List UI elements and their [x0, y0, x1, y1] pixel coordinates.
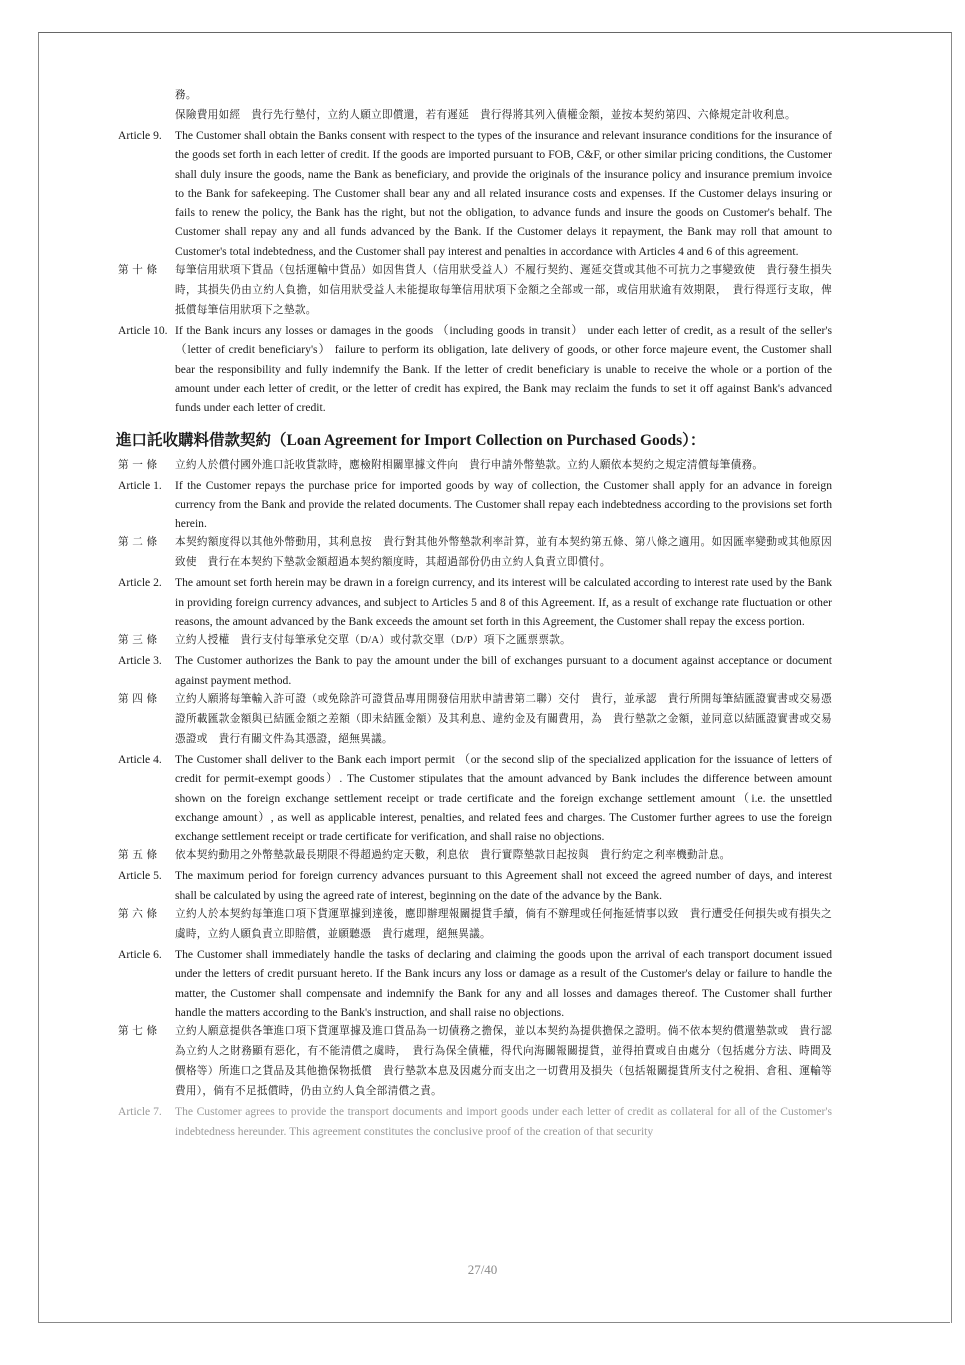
article-text: If the Customer repays the purchase price for imported goods by way of collection, the Customer shall apply for an advance in foreign currency from the Bank and provide the related documents. The Customer shall repay each indebtedness according to the provisions set forth herein. [175, 478, 832, 531]
article-10-cn [118, 261, 832, 321]
article-6-en [118, 945, 832, 1022]
article-label: Article 1. [118, 478, 162, 492]
article-text: 立約人願意提供各筆進口項下貨運單據及進口貨品為一切債務之擔保，並以本契約為提供擔保之證明。倘不依本契約償還墊款或 貴行認為立約人之財務顯有惡化，有不能清償之虞時， 貴行為保全債權，得代向海關報關提貨，並得拍賣或自由處分（包括處分方法、時間及價格等）所進口之貨品及其他擔保物抵償 貴行墊款本息及因處分而支出之一切費用及損失（包括報關提貨所支付之稅捐、倉租、運輸等費用），倘有不足抵償時，仍由立約人負全部清償之責。 [175, 1026, 832, 1098]
article-label: 第 二 條 [118, 537, 158, 549]
section-heading: 進口託收購料借款契約（Loan Agreement for Import Collection on Purchased Goods）： [116, 431, 706, 449]
article-text: 立約人於本契約每筆進口項下貨運單據到達後，應即辦理報關提貨手續，倘有不辦理或任何拖延情事以致 貴行遭受任何損失或有損失之虞時，立約人願負責立即賠償，並願聽憑 貴行處理，絕無異議。 [175, 909, 832, 941]
article-text: The amount set forth herein may be drawn in a foreign currency, and its interest will be calculated according to interest rate used by the Bank in providing foreign currency advances, and subject to Articles 5 and 8 of this Agreement. If, as a result of exchange rate fluctuation or other reasons, the amount advanced by the Bank exceeds the amount set forth in this Agreement, the Customer shall repay the excess portion. [175, 576, 832, 629]
article-label: 第 十 條 [118, 265, 158, 277]
article-label: Article 9. [118, 129, 162, 142]
article-4-en [118, 750, 832, 846]
article-label: Article 5. [118, 869, 162, 883]
article-3-cn [118, 631, 832, 651]
article-10-en [118, 321, 832, 417]
article-label: 第 一 條 [118, 459, 158, 471]
article-text: The maximum period for foreign currency advances pursuant to this Agreement shall not exceed the agreed number of days, and interest shall be calculated by using the agreed rate of interest, beginning on the date of the advance by the Bank. [175, 869, 832, 902]
article-5-cn [118, 846, 832, 866]
page-number: 27/40 [467, 1262, 498, 1277]
article-6-cn [118, 905, 832, 945]
article-text: 立約人於償付國外進口託收貨款時，應檢附相關單據文件向 貴行申請外幣墊款。立約人願依本契約之規定清償每筆債務。 [175, 459, 764, 471]
article-label: 第 五 條 [118, 850, 158, 862]
article-2-en [118, 573, 832, 631]
article-7-cn [118, 1022, 832, 1102]
insurance-paragraph: 保險費用如經 貴行先行墊付，立約人願立即償還，若有遲延 貴行得將其列入債權金額，並按本契約第四、六條規定計收利息。 [175, 110, 796, 121]
article-label: 第 四 條 [118, 693, 158, 705]
article-text: The Customer shall immediately handle the tasks of declaring and claiming the goods upon the arrival of each transport document issued under the letters of credit pursuant hereto. If the Bank incurs any loss or damage as a result of the Customer's delay or failure to handle the matter, the Customer shall compensate and indemnify the Bank for any and all losses and damages thereof. The Customer shall further handle the matters according to the Bank's instruction, and shall raise no objections. [175, 948, 832, 1019]
document-body [118, 86, 832, 1141]
article-label: Article 7. [118, 1105, 162, 1119]
article-label: Article 4. [118, 752, 162, 766]
article-text: 依本契約動用之外幣墊款最長期限不得超過約定天數，利息依 貴行實際墊款日起按與 貴行約定之利率機動計息。 [175, 850, 731, 862]
page-bottom-rule [38, 1322, 950, 1323]
article-label: 第 三 條 [118, 635, 158, 647]
article-7-en [118, 1102, 832, 1141]
article-text: The Customer agrees to provide the transport documents and import goods under each letter of credit as collateral for all of the Customer's indebtedness hereunder. This agreement constitutes the conclusive proof of the creation of that security [175, 1105, 832, 1138]
article-3-en [118, 651, 832, 690]
article-text: 立約人授權 貴行支付每筆承兌交單（D/A）或付款交單（D/P）項下之匯票票款。 [175, 635, 572, 647]
article-4-cn [118, 690, 832, 750]
article-5-en [118, 866, 832, 905]
article-text: The Customer shall deliver to the Bank each import permit （or the second slip of the specialized application for the issuance of letters of credit for permit-exempt goods）. The Customer stipulates that the amount advanced by Bank includes the difference between amount shown on the foreign exchange settlement receipt or trade certificate and the foreign exchange settlement amount（i.e. the unsettled exchange amount）, as well as applicable interest, penalties, and related fees and charges. The Customer further agrees to use the foreign exchange settlement receipt or trade certificate for verification, and shall raise no objections. [175, 752, 832, 844]
article-1-en [118, 476, 832, 534]
article-text: 立約人願將每筆輸入許可證（或免除許可證貨品專用開發信用狀申請書第二聯）交付 貴行，並承認 貴行所開每筆結匯證實書或交易憑證所載匯款金額與已結匯金額之差額（即未結匯金額）及其利息、違約金及有關費用，為 貴行墊款之金額，並同意以結匯證實書或交易憑證或 貴行有關文件為其憑證，絕無異議。 [175, 693, 832, 745]
article-text: 本契約額度得以其他外幣動用，其利息按 貴行對其他外幣墊款利率計算，並有本契約第五條、第八條之適用。如因匯率變動或其他原因致使 貴行在本契約下墊款金額超過本契約額度時，其超過部份仍由立約人負責立即償付。 [175, 537, 832, 569]
article-1-cn [118, 456, 832, 476]
intro-continuation: 務。 [175, 90, 197, 101]
article-label: Article 2. [118, 576, 162, 590]
article-text: If the Bank incurs any losses or damages in the goods （including goods in transit） under each letter of credit, as a result of the seller's （letter of credit beneficiary's） failure to perform its obligation, late delivery of goods, or other force majeure event, the Customer shall bear the responsibility and fully indemnify the Bank. If the letter of credit beneficiary is unable to receive the whole or a portion of the amount under each letter of credit, or the letter of credit has expired, the Bank may reclaim the funds to set it off against Bank's advanced funds under each letter of credit. [175, 324, 832, 415]
article-label: Article 3. [118, 654, 162, 668]
article-9-en [118, 126, 832, 261]
article-label: Article 6. [118, 948, 162, 962]
article-label: 第 六 條 [118, 909, 158, 921]
article-label: 第 七 條 [118, 1026, 158, 1038]
article-label: Article 10. [118, 324, 168, 338]
article-text: The Customer shall obtain the Banks consent with respect to the types of the insurance and relevant insurance conditions for the insurance of the goods set forth in each letter of credit. If the goods are imported pursuant to FOB, C&F, or other similar pricing conditions, the Customer shall duly insure the goods, name the Bank as beneficiary, and provide the originals of the insurance policy and insurance premium invoice to the Bank for safekeeping. The Customer shall bear any and all related insurance costs and expenses. If the Customer delays insuring or fails to renew the policy, the Bank has the right, but not the obligation, to advance funds and insure the goods on Customer's behalf. The Customer shall repay any and all funds advanced by the Bank. If the Customer delays it repayment, the Bank may roll that amount to Customer's total indebtedness, and the Customer shall pay interest and penalties in accordance with Articles 4 and 6 of this agreement. [175, 129, 832, 258]
article-2-cn [118, 533, 832, 573]
article-text: The Customer authorizes the Bank to pay the amount under the bill of exchanges pursuant to a document against acceptance or document against payment method. [175, 654, 832, 687]
article-text: 每筆信用狀項下貨品（包括運輸中貨品）如因售貨人（信用狀受益人）不履行契約、遲延交貨或其他不可抗力之事變致使 貴行發生損失時，其損失仍由立約人負擔，如信用狀受益人未能提取每筆信用狀項下金額之全部或一部，或信用狀逾有效期限， 貴行得逕行支取，俾抵償每筆信用狀項下之墊款。 [175, 265, 832, 317]
